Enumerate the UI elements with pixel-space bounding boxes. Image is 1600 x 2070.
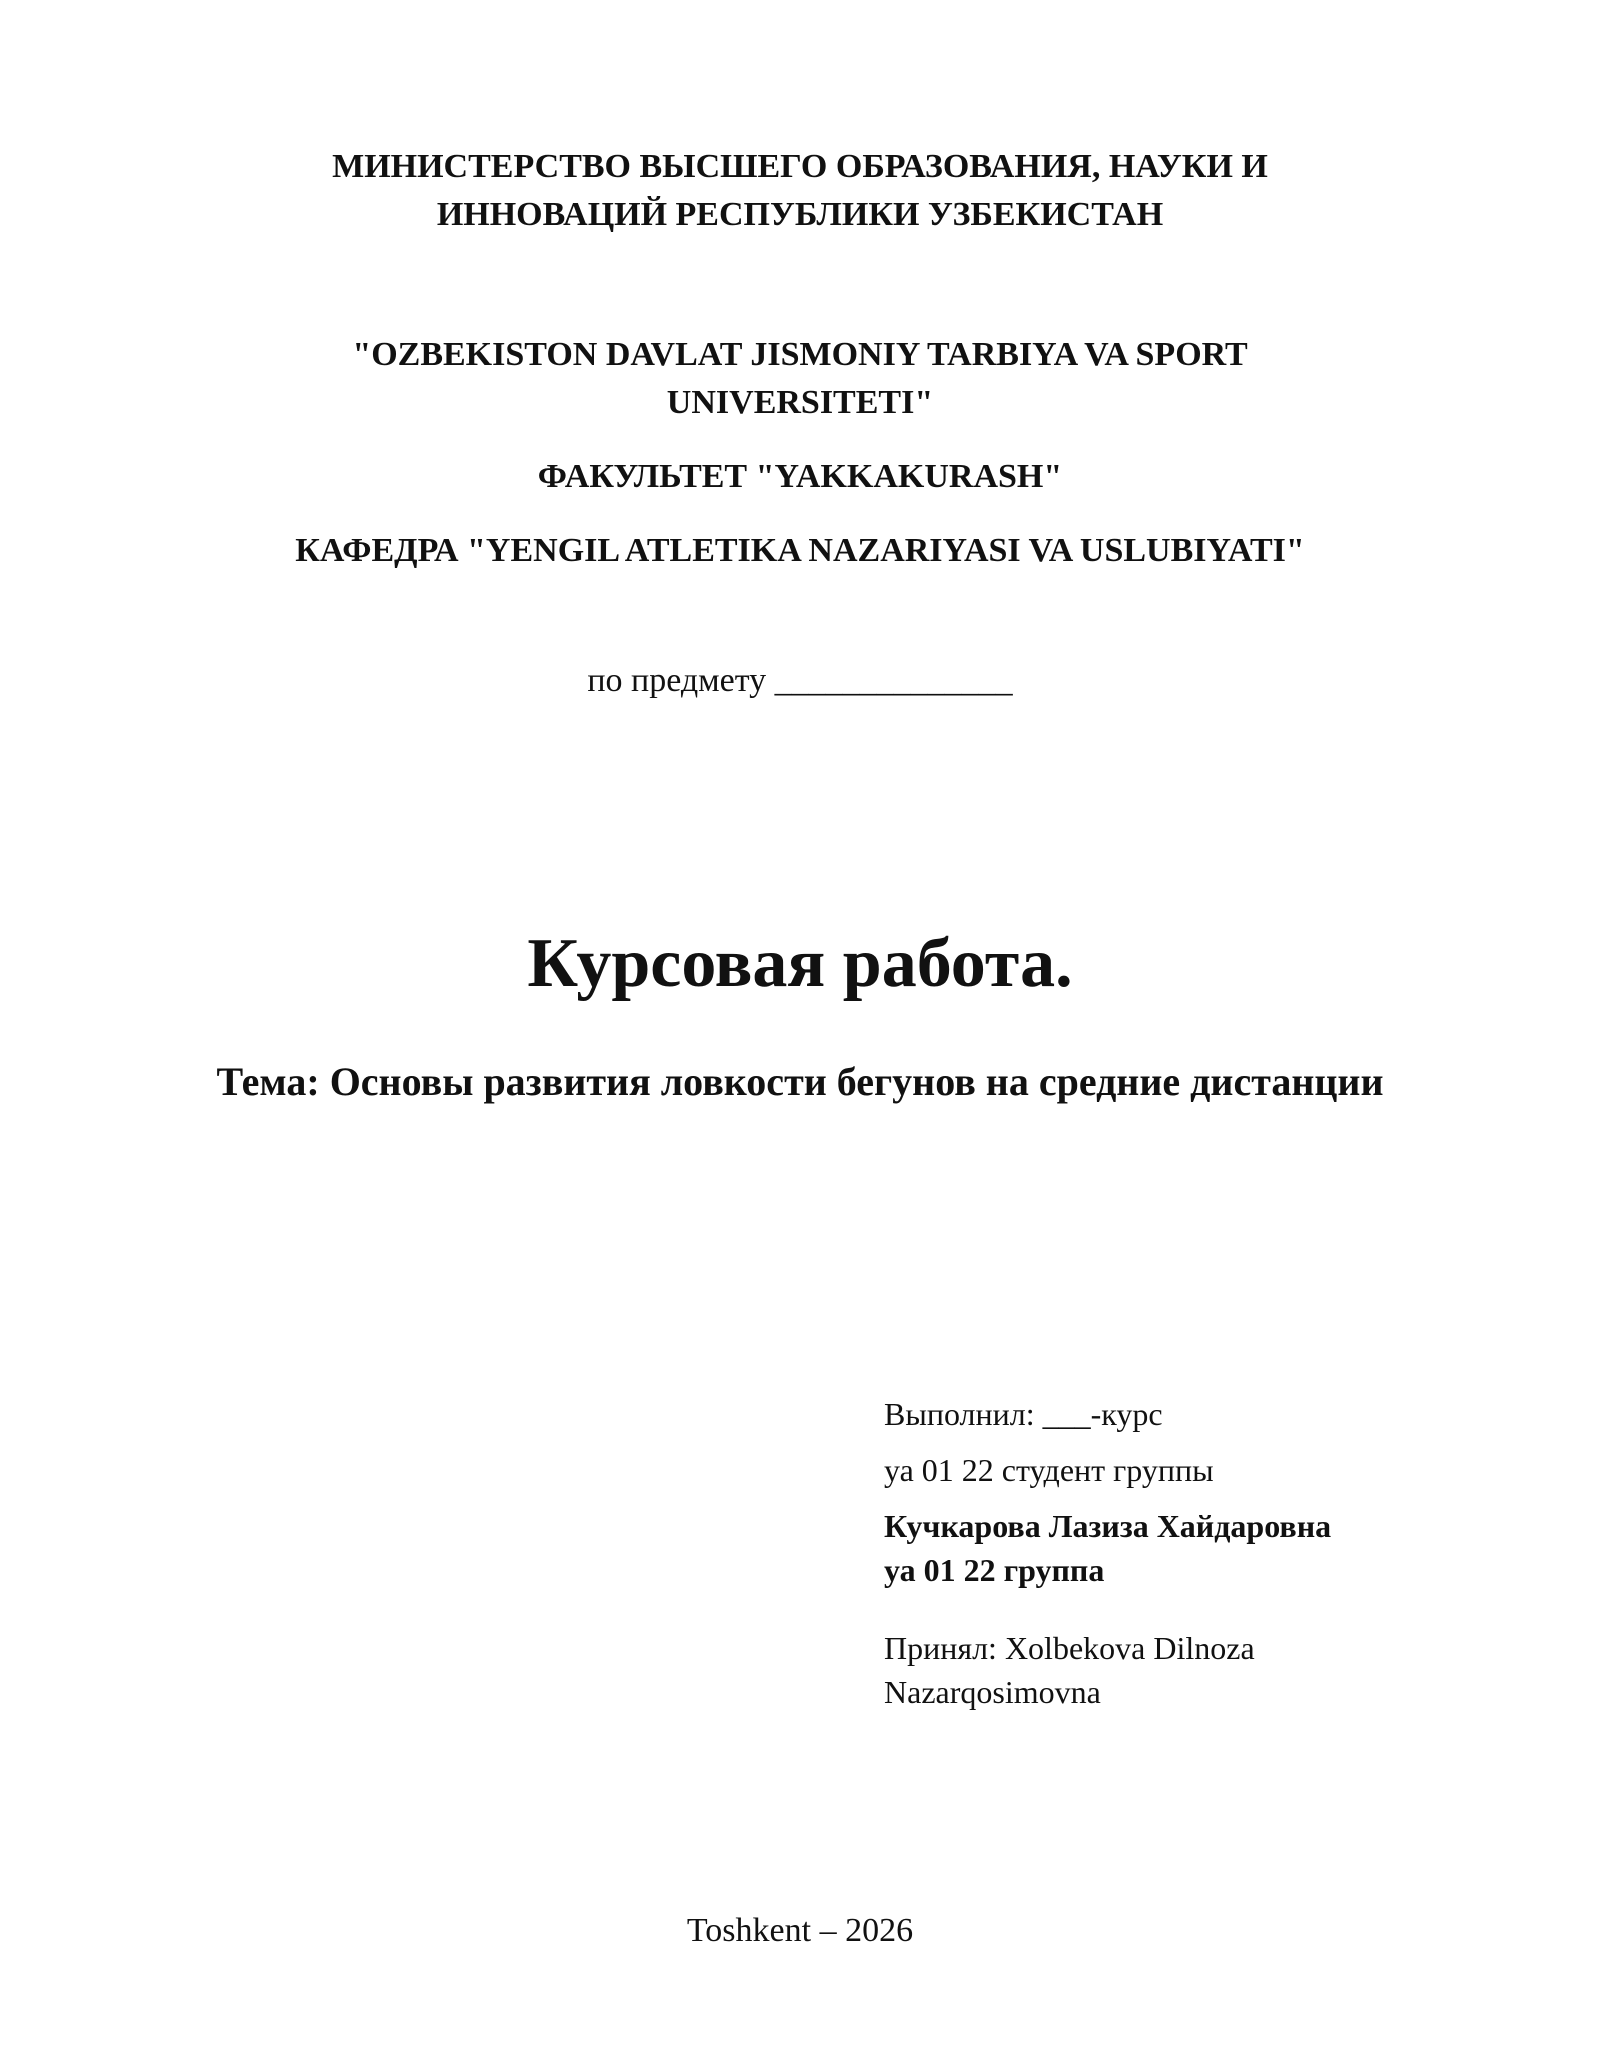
- accepted-by-line-1: Принял: Xolbekova Dilnoza: [884, 1630, 1255, 1666]
- ministry-line-2: ИННОВАЦИЙ РЕСПУБЛИКИ УЗБЕКИСТАН: [436, 196, 1164, 233]
- performed-by: Выполнил: ___-курс: [884, 1396, 1163, 1432]
- university-line-1: "OZBEKISTON DAVLAT JISMONIY TARBIYA VA SPORT: [352, 336, 1248, 373]
- student-group: уа 01 22 группа: [884, 1552, 1105, 1588]
- department-name: КАФЕДРА "YENGIL ATLETIKA NAZARIYASI VA USLUBIYATI": [295, 532, 1305, 569]
- student-group-label: уа 01 22 студент группы: [884, 1452, 1214, 1488]
- document-title: Курсовая работа.: [527, 925, 1073, 1002]
- university-line-2: UNIVERSITETI": [666, 384, 934, 421]
- accepted-by-line-2: Nazarqosimovna: [884, 1674, 1101, 1710]
- city-year: Toshkent – 2026: [686, 1912, 914, 1949]
- faculty-name: ФАКУЛЬТЕТ "YAKKAKURASH": [537, 458, 1063, 495]
- document-topic: Тема: Основы развития ловкости бегунов на средние дистанции: [216, 1059, 1384, 1104]
- student-name: Кучкарова Лазиза Хайдаровна: [884, 1508, 1332, 1544]
- subject-line: по предмету ______________: [587, 662, 1013, 699]
- ministry-line-1: МИНИСТЕРСТВО ВЫСШЕГО ОБРАЗОВАНИЯ, НАУКИ И: [332, 148, 1268, 185]
